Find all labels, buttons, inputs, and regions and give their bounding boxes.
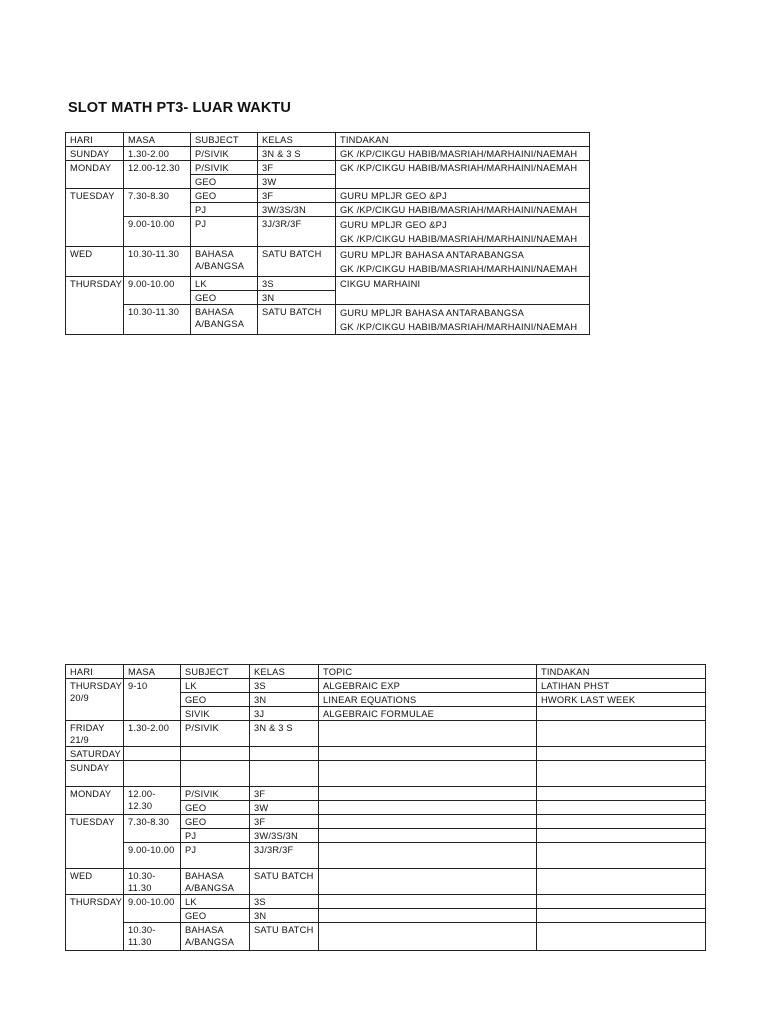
- cell-subject: BAHASA A/BANGSA: [191, 305, 258, 335]
- cell-masa: 12.00-12.30: [124, 161, 191, 189]
- cell-topic: [319, 815, 537, 829]
- table-row: [66, 161, 590, 175]
- cell-kelas: 3F: [258, 189, 336, 203]
- cell-topic: [319, 747, 537, 761]
- cell-tindakan: LATIHAN PHST: [537, 679, 706, 693]
- table-header-row: [66, 133, 590, 147]
- tindakan-line: GURU MPLJR BAHASA ANTARABANGSA: [340, 308, 525, 318]
- cell-kelas: 3N & 3 S: [258, 147, 336, 161]
- cell-topic: [319, 829, 537, 843]
- cell-tindakan: [537, 829, 706, 843]
- table-row: [66, 815, 706, 829]
- header-subject: SUBJECT: [181, 665, 250, 679]
- cell-tindakan: [336, 305, 590, 335]
- cell-masa: 9.00-10.00: [124, 277, 191, 305]
- table-row: [66, 217, 590, 247]
- cell-hari: SUNDAY: [66, 147, 124, 161]
- header-kelas: KELAS: [250, 665, 319, 679]
- header-tindakan: TINDAKAN: [336, 133, 590, 147]
- cell-kelas: SATU BATCH: [250, 869, 319, 895]
- cell-masa: 9.00-10.00: [124, 843, 181, 869]
- schedule-table-luar-waktu: [65, 132, 590, 335]
- cell-tindakan: [537, 895, 706, 909]
- cell-subject: GEO: [181, 815, 250, 829]
- cell-tindakan: HWORK LAST WEEK: [537, 693, 706, 707]
- cell-kelas: 3S: [250, 895, 319, 909]
- cell-topic: [319, 761, 537, 787]
- cell-subject: P/SIVIK: [191, 161, 258, 175]
- cell-tindakan: [336, 247, 590, 277]
- page-title: SLOT MATH PT3- LUAR WAKTU: [68, 100, 291, 116]
- cell-masa: 10.30-11.30: [124, 869, 181, 895]
- cell-kelas: 3F: [250, 787, 319, 801]
- table-row: [66, 747, 706, 761]
- cell-hari: MONDAY: [66, 161, 124, 189]
- header-masa: MASA: [124, 665, 181, 679]
- cell-kelas: 3J/3R/3F: [250, 843, 319, 869]
- cell-kelas: SATU BATCH: [250, 923, 319, 951]
- table-row: [66, 843, 706, 869]
- table-row: [66, 247, 590, 277]
- cell-tindakan: [537, 761, 706, 787]
- cell-kelas: 3J/3R/3F: [258, 217, 336, 247]
- header-subject: SUBJECT: [191, 133, 258, 147]
- cell-tindakan: [537, 721, 706, 747]
- cell-subject: [181, 761, 250, 787]
- cell-hari: MONDAY: [66, 787, 124, 815]
- table-row: [66, 895, 706, 909]
- header-topic: TOPIC: [319, 665, 537, 679]
- cell-tindakan: [537, 869, 706, 895]
- cell-topic: [319, 869, 537, 895]
- cell-masa: 9.00-10.00: [124, 895, 181, 923]
- cell-kelas: SATU BATCH: [258, 247, 336, 277]
- cell-tindakan: [537, 923, 706, 951]
- cell-subject: GEO: [181, 693, 250, 707]
- cell-hari: TUESDAY: [66, 189, 124, 247]
- cell-topic: [319, 721, 537, 747]
- cell-kelas: 3N: [258, 291, 336, 305]
- cell-hari: FRIDAY 21/9: [66, 721, 124, 747]
- cell-topic: [319, 923, 537, 951]
- cell-kelas: 3S: [250, 679, 319, 693]
- cell-subject: P/SIVIK: [181, 787, 250, 801]
- schedule-table-weekly-topics: [65, 664, 706, 951]
- cell-kelas: [250, 761, 319, 787]
- cell-tindakan: CIKGU MARHAINI: [336, 277, 590, 305]
- tindakan-line: GK /KP/CIKGU HABIB/MASRIAH/MARHAINI/NAEMAH: [340, 234, 578, 244]
- cell-hari: THURSDAY: [66, 277, 124, 335]
- cell-subject: SIVIK: [181, 707, 250, 721]
- cell-masa: 7.30-8.30: [124, 189, 191, 217]
- cell-kelas: 3N & 3 S: [250, 721, 319, 747]
- cell-topic: ALGEBRAIC FORMULAE: [319, 707, 537, 721]
- cell-masa: 1.30-2.00: [124, 147, 191, 161]
- cell-topic: LINEAR EQUATIONS: [319, 693, 537, 707]
- cell-masa: 10.30-11.30: [124, 923, 181, 951]
- cell-masa: 12.00-12.30: [124, 787, 181, 815]
- cell-topic: [319, 787, 537, 801]
- cell-hari: WED: [66, 247, 124, 277]
- cell-subject: PJ: [181, 829, 250, 843]
- cell-tindakan: [537, 747, 706, 761]
- cell-subject: PJ: [191, 217, 258, 247]
- cell-kelas: 3W/3S/3N: [250, 829, 319, 843]
- cell-tindakan: GURU MPLJR GEO &PJ: [336, 189, 590, 203]
- cell-hari: THURSDAY: [66, 895, 124, 951]
- cell-tindakan: [537, 801, 706, 815]
- cell-hari: THURSDAY 20/9: [66, 679, 124, 721]
- cell-subject: [181, 747, 250, 761]
- cell-tindakan: GK /KP/CIKGU HABIB/MASRIAH/MARHAINI/NAEMAH: [336, 203, 590, 217]
- cell-tindakan: GK /KP/CIKGU HABIB/MASRIAH/MARHAINI/NAEMAH: [336, 161, 590, 189]
- cell-tindakan: [537, 909, 706, 923]
- cell-subject: BAHASA A/BANGSA: [191, 247, 258, 277]
- cell-kelas: 3W: [258, 175, 336, 189]
- cell-tindakan: [336, 217, 590, 247]
- table-row: [66, 189, 590, 203]
- cell-subject: GEO: [191, 291, 258, 305]
- cell-kelas: 3N: [250, 909, 319, 923]
- tindakan-line: GURU MPLJR GEO &PJ: [340, 220, 447, 230]
- table-row: [66, 679, 706, 693]
- table-row: [66, 277, 590, 291]
- cell-subject: LK: [191, 277, 258, 291]
- cell-masa: 9-10: [124, 679, 181, 721]
- cell-subject: GEO: [181, 801, 250, 815]
- cell-subject: P/SIVIK: [191, 147, 258, 161]
- cell-hari: SATURDAY: [66, 747, 124, 761]
- cell-topic: [319, 895, 537, 909]
- table-row: [66, 869, 706, 895]
- cell-masa: 9.00-10.00: [124, 217, 191, 247]
- cell-kelas: 3F: [250, 815, 319, 829]
- tindakan-line: GK /KP/CIKGU HABIB/MASRIAH/MARHAINI/NAEMAH: [340, 322, 578, 332]
- cell-subject: GEO: [191, 175, 258, 189]
- cell-hari: WED: [66, 869, 124, 895]
- cell-subject: LK: [181, 679, 250, 693]
- cell-kelas: [250, 747, 319, 761]
- tindakan-line: GK /KP/CIKGU HABIB/MASRIAH/MARHAINI/NAEMAH: [340, 264, 578, 274]
- header-masa: MASA: [124, 133, 191, 147]
- cell-tindakan: GK /KP/CIKGU HABIB/MASRIAH/MARHAINI/NAEMAH: [336, 147, 590, 161]
- cell-masa: 1.30-2.00: [124, 721, 181, 747]
- cell-subject: LK: [181, 895, 250, 909]
- tindakan-line: GURU MPLJR BAHASA ANTARABANGSA: [340, 250, 525, 260]
- cell-masa: 7.30-8.30: [124, 815, 181, 843]
- cell-kelas: 3W: [250, 801, 319, 815]
- cell-masa: 10.30-11.30: [124, 305, 191, 335]
- cell-hari: SUNDAY: [66, 761, 124, 787]
- cell-topic: [319, 909, 537, 923]
- cell-kelas: 3W/3S/3N: [258, 203, 336, 217]
- header-kelas: KELAS: [258, 133, 336, 147]
- cell-subject: PJ: [191, 203, 258, 217]
- cell-subject: P/SIVIK: [181, 721, 250, 747]
- header-hari: HARI: [66, 133, 124, 147]
- cell-subject: GEO: [181, 909, 250, 923]
- table-row: [66, 787, 706, 801]
- table-row: [66, 923, 706, 951]
- table-row: [66, 305, 590, 335]
- cell-kelas: 3S: [258, 277, 336, 291]
- cell-subject: BAHASA A/BANGSA: [181, 923, 250, 951]
- cell-subject: GEO: [191, 189, 258, 203]
- cell-topic: [319, 801, 537, 815]
- cell-masa: [124, 747, 181, 761]
- cell-tindakan: [537, 707, 706, 721]
- header-hari: HARI: [66, 665, 124, 679]
- cell-tindakan: [537, 815, 706, 829]
- cell-masa: [124, 761, 181, 787]
- cell-subject: BAHASA A/BANGSA: [181, 869, 250, 895]
- cell-tindakan: [537, 787, 706, 801]
- cell-kelas: SATU BATCH: [258, 305, 336, 335]
- cell-kelas: 3N: [250, 693, 319, 707]
- cell-topic: ALGEBRAIC EXP: [319, 679, 537, 693]
- cell-topic: [319, 843, 537, 869]
- table-row: [66, 147, 590, 161]
- table-row: [66, 721, 706, 747]
- cell-masa: 10.30-11.30: [124, 247, 191, 277]
- cell-kelas: 3F: [258, 161, 336, 175]
- header-tindakan: TINDAKAN: [537, 665, 706, 679]
- table-header-row: [66, 665, 706, 679]
- cell-hari: TUESDAY: [66, 815, 124, 869]
- table-row: [66, 761, 706, 787]
- cell-subject: PJ: [181, 843, 250, 869]
- cell-kelas: 3J: [250, 707, 319, 721]
- cell-tindakan: [537, 843, 706, 869]
